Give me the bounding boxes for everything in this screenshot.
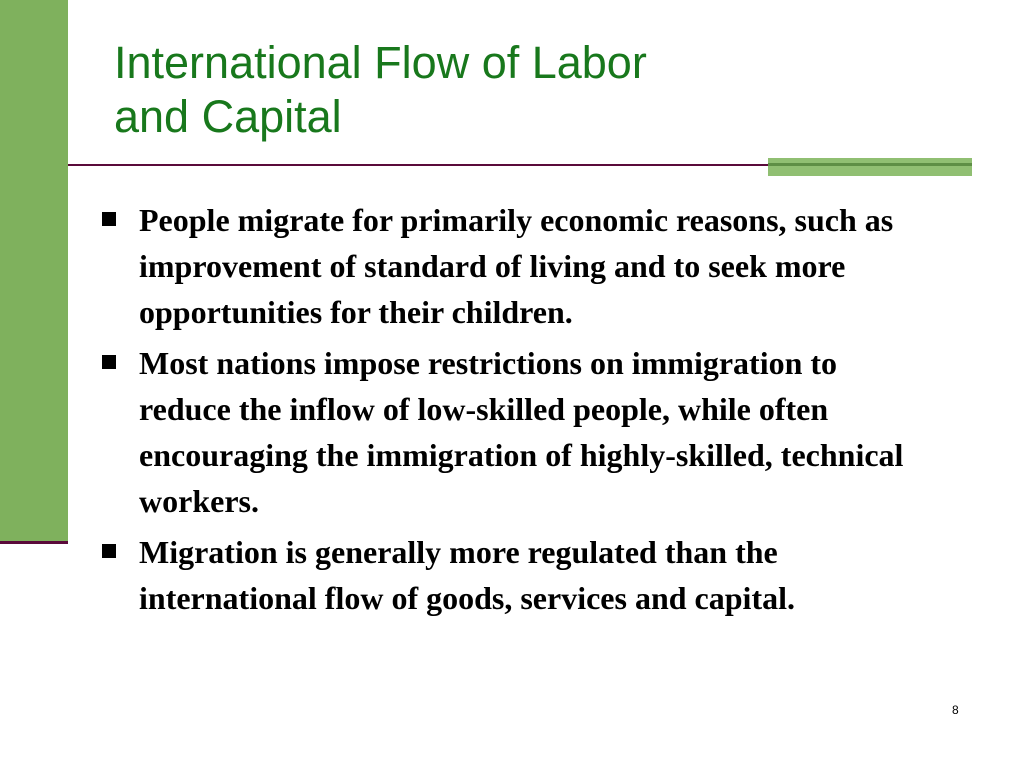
bullet-text-2: Most nations impose restrictions on immigration to reduce the inflow of low-skilled people, while often encouraging the immigration of highly-skilled, technical workers. [139,345,904,519]
slide-title [114,36,647,144]
slide-title-line-2: and Capital [114,91,342,142]
bullet-item-2 [100,340,930,524]
square-bullet-icon [102,544,116,558]
square-bullet-icon [102,212,116,226]
left-bar-divider [0,541,68,544]
bullet-list [100,197,930,626]
slide-title-line-1: International Flow of Labor [114,37,647,88]
left-decorative-bar [0,0,68,543]
bullet-item-3 [100,529,930,621]
bullet-text-3: Migration is generally more regulated than the international flow of goods, services and capital. [139,534,795,616]
accent-bar [768,158,972,176]
bullet-item-1 [100,197,930,335]
accent-bar-line [768,163,972,166]
bullet-text-1: People migrate for primarily economic reasons, such as improvement of standard of living and to seek more opportunities for their children. [139,202,894,330]
square-bullet-icon [102,355,116,369]
page-number: 8 [952,703,959,717]
